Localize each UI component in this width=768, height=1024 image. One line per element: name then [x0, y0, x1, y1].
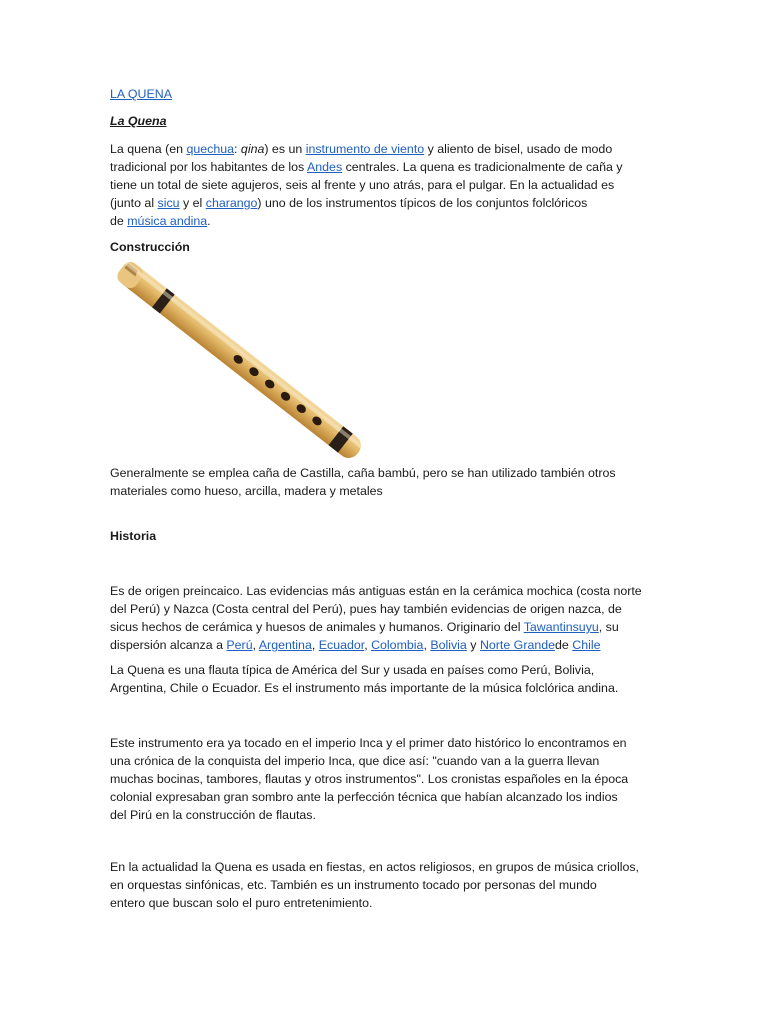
intro-text: tradicional por los habitantes de los — [110, 160, 307, 174]
flauta-paragraph — [110, 661, 658, 697]
construccion-heading: Construcción — [110, 240, 190, 254]
historia-text: dispersión alcanza a — [110, 638, 227, 652]
actualidad-line-2: en orquestas sinfónicas, etc. También es un instrumento tocado por personas del mundo — [110, 878, 597, 892]
link-argentina[interactable]: Argentina — [258, 638, 312, 652]
historia-heading: Historia — [110, 529, 157, 543]
historia-line-1: Es de origen preincaico. Las evidencias más antiguas están en la cerámica mochica (costa norte — [110, 584, 642, 598]
separator: , — [252, 638, 259, 652]
flauta-line-1: La Quena es una flauta típica de América del Sur y usada en países como Perú, Bolivia, — [110, 663, 595, 677]
link-chile[interactable]: Chile — [572, 638, 601, 652]
intro-text: y el — [179, 196, 206, 210]
intro-text: . — [207, 214, 211, 228]
link-norte-grande[interactable]: Norte Grande — [479, 638, 556, 652]
link-ecuador[interactable]: Ecuador — [318, 638, 365, 652]
intro-line-2 — [110, 158, 658, 176]
intro-text: La quena (en — [110, 142, 187, 156]
historia-text: sicus hechos de cerámica y huesos de animales y humanos. Originario del — [110, 620, 524, 634]
separator: , — [364, 638, 372, 652]
inca-paragraph — [110, 734, 658, 824]
link-sicu[interactable]: sicu — [157, 196, 180, 210]
actualidad-line-1: En la actualidad la Quena es usada en fiestas, en actos religiosos, en grupos de música criollos, — [110, 860, 639, 874]
historia-line-2: del Perú) y Nazca (Costa central del Perú), pues hay también evidencias de origen nazca, de — [110, 602, 622, 616]
inca-line-3: muchas bocinas, tambores, flautas y otros instrumentos". Los cronistas españoles en la época — [110, 772, 629, 786]
construccion-line-2: materiales como hueso, arcilla, madera y metales — [110, 484, 383, 498]
historia-line-4 — [110, 636, 658, 654]
intro-line-5 — [110, 212, 658, 230]
flute-highlight — [125, 262, 364, 449]
link-colombia[interactable]: Colombia — [371, 638, 424, 652]
separator: de — [555, 638, 573, 652]
actualidad-line-3: entero que buscan solo el puro entretenimiento. — [110, 896, 373, 910]
historia-text: , su — [598, 620, 619, 634]
link-bolivia[interactable]: Bolivia — [430, 638, 467, 652]
historia-paragraph — [110, 582, 658, 654]
link-peru[interactable]: Perú — [226, 638, 253, 652]
construccion-line-1: Generalmente se emplea caña de Castilla, caña bambú, pero se han utilizado también otros — [110, 466, 616, 480]
qina-term: qina — [240, 142, 265, 156]
link-quechua[interactable]: quechua — [186, 142, 235, 156]
link-instrumento-de-viento[interactable]: instrumento de viento — [305, 142, 425, 156]
intro-text: : — [234, 142, 241, 156]
title-heading — [110, 85, 658, 103]
intro-line-1 — [110, 140, 658, 158]
inca-line-5: del Pirú en la construcción de flautas. — [110, 808, 316, 822]
inca-line-1: Este instrumento era ya tocado en el imperio Inca y el primer dato histórico lo encontramos en — [110, 736, 627, 750]
link-andes[interactable]: Andes — [307, 160, 343, 174]
inca-line-2: una crónica de la conquista del imperio Inca, que dice así: "cuando van a la guerra llevan — [110, 754, 600, 768]
intro-text: de — [110, 214, 128, 228]
intro-text: centrales. La quena es tradicionalmente de caña y — [342, 160, 623, 174]
intro-paragraph — [110, 140, 658, 230]
inca-line-4: colonial expresaban gran sombro ante la perfección técnica que habían alcanzado los indios — [110, 790, 618, 804]
flauta-line-2: Argentina, Chile o Ecuador. Es el instrumento más importante de la música folclórica andina. — [110, 681, 619, 695]
quena-image — [108, 262, 370, 458]
link-charango[interactable]: charango — [205, 196, 258, 210]
intro-line-4 — [110, 194, 658, 212]
historia-line-3 — [110, 618, 658, 636]
intro-text: ) uno de los instrumentos típicos de los conjuntos folclóricos — [257, 196, 588, 210]
link-musica-andina[interactable]: música andina — [127, 214, 208, 228]
link-tawantinsuyu[interactable]: Tawantinsuyu — [523, 620, 599, 634]
intro-text: ) es un — [264, 142, 306, 156]
separator: y — [466, 638, 480, 652]
subtitle: La Quena — [110, 114, 167, 128]
intro-text: y aliento de bisel, usado de modo — [424, 142, 613, 156]
separator: , — [311, 638, 319, 652]
intro-line-3: tiene un total de siete agujeros, seis al frente y uno atrás, para el pulgar. En la actualidad es — [110, 178, 615, 192]
actualidad-paragraph — [110, 858, 658, 912]
construccion-paragraph — [110, 464, 658, 500]
title-link[interactable]: LA QUENA — [110, 87, 172, 101]
intro-text: (junto al — [110, 196, 158, 210]
separator: , — [423, 638, 431, 652]
